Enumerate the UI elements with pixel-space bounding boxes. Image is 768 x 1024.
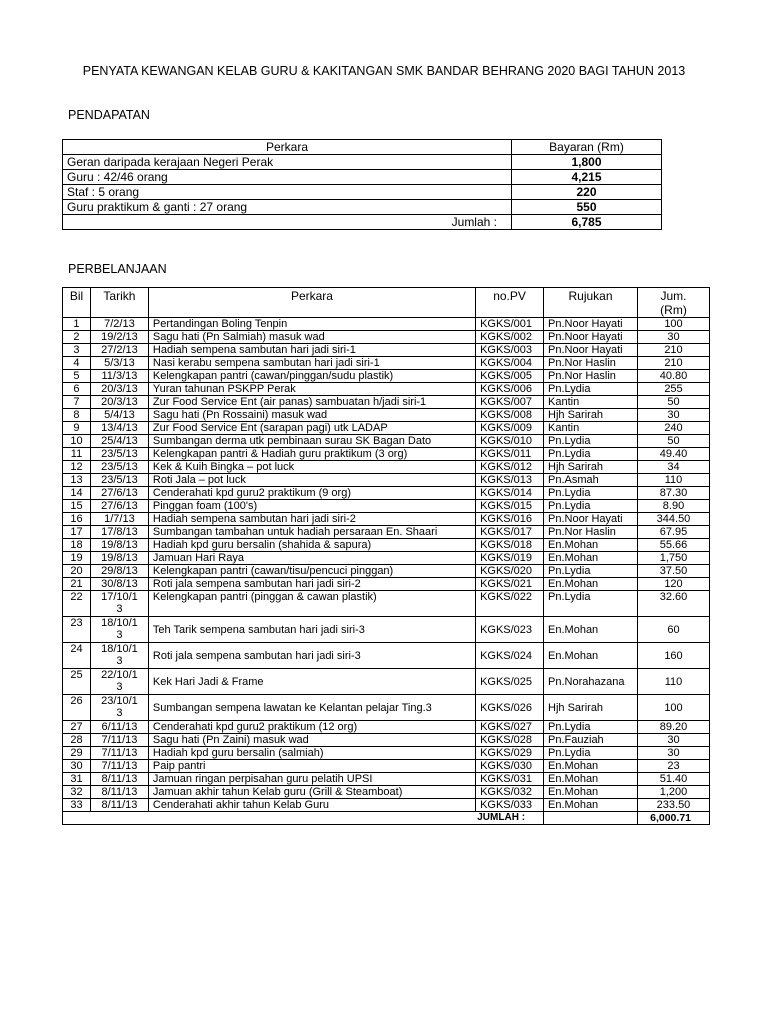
table-row [63, 721, 710, 734]
table-row [63, 474, 710, 487]
row-ref: Kantin [544, 422, 638, 435]
row-bil: 14 [63, 487, 91, 500]
row-ref: En.Mohan [544, 786, 638, 799]
row-amount: 110 [637, 669, 709, 695]
row-date: 7/11/13 [90, 734, 148, 747]
income-amount: 220 [512, 185, 662, 200]
row-date: 18/10/1 3 [90, 643, 148, 669]
row-amount: 67.95 [637, 526, 709, 539]
row-item: Sumbangan tambahan untuk hadiah persaraan En. Shaari [148, 526, 475, 539]
row-date: 30/8/13 [90, 578, 148, 591]
row-item: Nasi kerabu sempena sambutan hari jadi siri-1 [148, 357, 475, 370]
row-bil: 17 [63, 526, 91, 539]
row-bil: 6 [63, 383, 91, 396]
table-row [63, 487, 710, 500]
row-item: Sumbangan derma utk pembinaan surau SK Bagan Dato [148, 435, 475, 448]
row-bil: 32 [63, 786, 91, 799]
row-amount: 30 [637, 734, 709, 747]
table-row [63, 422, 710, 435]
row-date: 27/6/13 [90, 500, 148, 513]
income-amount: 1,800 [512, 155, 662, 170]
row-ref: Pn.Lydia [544, 591, 638, 617]
row-pv: KGKS/033 [476, 799, 544, 812]
row-date: 20/3/13 [90, 383, 148, 396]
row-date: 23/5/13 [90, 461, 148, 474]
row-item: Jamuan ringan perpisahan guru pelatih UPSI [148, 773, 475, 786]
row-pv: KGKS/017 [476, 526, 544, 539]
row-item: Hadiah sempena sambutan hari jadi siri-1 [148, 344, 475, 357]
row-ref: Hjh Sarirah [544, 409, 638, 422]
table-row [63, 617, 710, 643]
col-perkara: Perkara [148, 288, 475, 318]
row-amount: 233.50 [637, 799, 709, 812]
table-row [63, 396, 710, 409]
row-pv: KGKS/009 [476, 422, 544, 435]
row-amount: 240 [637, 422, 709, 435]
row-ref: Pn.Noor Hayati [544, 331, 638, 344]
row-bil: 27 [63, 721, 91, 734]
income-amount: 4,215 [512, 170, 662, 185]
row-bil: 28 [63, 734, 91, 747]
row-ref: En.Mohan [544, 773, 638, 786]
row-pv: KGKS/028 [476, 734, 544, 747]
table-row [63, 552, 710, 565]
row-ref: Pn.Noor Hayati [544, 513, 638, 526]
row-item: Paip pantri [148, 760, 475, 773]
row-bil: 3 [63, 344, 91, 357]
document-title: PENYATA KEWANGAN KELAB GURU & KAKITANGAN SMK BANDAR BEHRANG 2020 BAGI TAHUN 2013 [82, 64, 686, 78]
row-pv: KGKS/005 [476, 370, 544, 383]
row-bil: 21 [63, 578, 91, 591]
row-date: 13/4/13 [90, 422, 148, 435]
table-row [63, 643, 710, 669]
expenses-table [62, 287, 710, 825]
table-row [63, 773, 710, 786]
row-amount: 49.40 [637, 448, 709, 461]
row-date: 22/10/1 3 [90, 669, 148, 695]
row-amount: 210 [637, 344, 709, 357]
row-pv: KGKS/025 [476, 669, 544, 695]
row-ref: En.Mohan [544, 578, 638, 591]
table-row [63, 695, 710, 721]
row-pv: KGKS/027 [476, 721, 544, 734]
row-item: Yuran tahunan PSKPP Perak [148, 383, 475, 396]
row-amount: 100 [637, 318, 709, 331]
col-bil: Bil [63, 288, 91, 318]
table-row [63, 799, 710, 812]
table-row [63, 370, 710, 383]
row-bil: 1 [63, 318, 91, 331]
income-item: Guru : 42/46 orang [63, 170, 512, 185]
row-date: 1/7/13 [90, 513, 148, 526]
row-pv: KGKS/014 [476, 487, 544, 500]
income-heading: PENDAPATAN [68, 108, 150, 122]
row-amount: 120 [637, 578, 709, 591]
row-item: Hadiah kpd guru bersalin (salmiah) [148, 747, 475, 760]
row-ref: Pn.Lydia [544, 435, 638, 448]
col-rujukan: Rujukan [544, 288, 638, 318]
row-ref: Pn.Lydia [544, 721, 638, 734]
row-item: Cenderahati kpd guru2 praktikum (12 org) [148, 721, 475, 734]
row-item: Jamuan Hari Raya [148, 552, 475, 565]
income-total-value: 6,785 [512, 215, 662, 230]
row-amount: 30 [637, 331, 709, 344]
table-row [63, 734, 710, 747]
row-ref: Pn.Lydia [544, 500, 638, 513]
row-amount: 51.40 [637, 773, 709, 786]
row-item: Kelengkapan pantri (pinggan & cawan plastik) [148, 591, 475, 617]
row-pv: KGKS/018 [476, 539, 544, 552]
income-item: Geran daripada kerajaan Negeri Perak [63, 155, 512, 170]
row-amount: 32.60 [637, 591, 709, 617]
row-date: 5/3/13 [90, 357, 148, 370]
row-bil: 12 [63, 461, 91, 474]
row-bil: 11 [63, 448, 91, 461]
row-pv: KGKS/031 [476, 773, 544, 786]
row-amount: 1,200 [637, 786, 709, 799]
row-ref: Pn.Lydia [544, 565, 638, 578]
row-item: Roti jala sempena sambutan hari jadi siri-2 [148, 578, 475, 591]
income-table [62, 139, 662, 230]
col-jumlah-line1: Jum. [660, 289, 687, 303]
table-row [63, 500, 710, 513]
row-ref: Pn.Nor Haslin [544, 357, 638, 370]
row-ref: En.Mohan [544, 799, 638, 812]
row-amount: 34 [637, 461, 709, 474]
row-bil: 23 [63, 617, 91, 643]
row-amount: 255 [637, 383, 709, 396]
row-pv: KGKS/003 [476, 344, 544, 357]
table-row [63, 669, 710, 695]
table-row [63, 383, 710, 396]
income-item: Guru praktikum & ganti : 27 orang [63, 200, 512, 215]
row-pv: KGKS/021 [476, 578, 544, 591]
row-item: Hadiah kpd guru bersalin (shahida & sapura) [148, 539, 475, 552]
table-row [63, 786, 710, 799]
row-pv: KGKS/022 [476, 591, 544, 617]
row-pv: KGKS/010 [476, 435, 544, 448]
row-amount: 50 [637, 435, 709, 448]
col-tarikh: Tarikh [90, 288, 148, 318]
row-amount: 344.50 [637, 513, 709, 526]
row-item: Pertandingan Boling Tenpin [148, 318, 475, 331]
row-date: 17/8/13 [90, 526, 148, 539]
row-item: Sumbangan sempena lawatan ke Kelantan pelajar Ting.3 [148, 695, 475, 721]
row-date: 7/2/13 [90, 318, 148, 331]
row-bil: 7 [63, 396, 91, 409]
row-bil: 18 [63, 539, 91, 552]
row-item: Jamuan akhir tahun Kelab guru (Grill & Steamboat) [148, 786, 475, 799]
row-bil: 33 [63, 799, 91, 812]
row-pv: KGKS/024 [476, 643, 544, 669]
table-row [63, 331, 710, 344]
row-amount: 40.80 [637, 370, 709, 383]
table-row [63, 760, 710, 773]
row-bil: 29 [63, 747, 91, 760]
row-amount: 160 [637, 643, 709, 669]
row-amount: 1,750 [637, 552, 709, 565]
row-pv: KGKS/029 [476, 747, 544, 760]
row-pv: KGKS/008 [476, 409, 544, 422]
row-bil: 10 [63, 435, 91, 448]
row-bil: 5 [63, 370, 91, 383]
expenses-total-spacer [544, 812, 638, 825]
row-pv: KGKS/013 [476, 474, 544, 487]
row-ref: En.Mohan [544, 617, 638, 643]
row-amount: 8.90 [637, 500, 709, 513]
row-bil: 16 [63, 513, 91, 526]
row-amount: 55.66 [637, 539, 709, 552]
row-bil: 4 [63, 357, 91, 370]
row-bil: 30 [63, 760, 91, 773]
income-row [63, 185, 662, 200]
income-row [63, 155, 662, 170]
col-jumlah [637, 288, 709, 318]
row-date: 25/4/13 [90, 435, 148, 448]
row-pv: KGKS/032 [476, 786, 544, 799]
row-ref: En.Mohan [544, 539, 638, 552]
expenses-heading: PERBELANJAAN [68, 262, 167, 276]
row-ref: En.Mohan [544, 552, 638, 565]
row-pv: KGKS/002 [476, 331, 544, 344]
income-col-amount: Bayaran (Rm) [512, 140, 662, 155]
row-pv: KGKS/023 [476, 617, 544, 643]
row-bil: 13 [63, 474, 91, 487]
table-row [63, 747, 710, 760]
row-amount: 100 [637, 695, 709, 721]
row-amount: 50 [637, 396, 709, 409]
row-pv: KGKS/007 [476, 396, 544, 409]
row-pv: KGKS/006 [476, 383, 544, 396]
row-item: Sagu hati (Pn Zaini) masuk wad [148, 734, 475, 747]
row-ref: Pn.Noor Hayati [544, 318, 638, 331]
row-ref: Pn.Lydia [544, 383, 638, 396]
row-amount: 37.50 [637, 565, 709, 578]
col-pv: no.PV [476, 288, 544, 318]
row-date: 11/3/13 [90, 370, 148, 383]
row-amount: 87.30 [637, 487, 709, 500]
table-row [63, 565, 710, 578]
row-pv: KGKS/004 [476, 357, 544, 370]
table-row [63, 448, 710, 461]
row-item: Kek & Kuih Bingka – pot luck [148, 461, 475, 474]
row-date: 8/11/13 [90, 799, 148, 812]
row-date: 6/11/13 [90, 721, 148, 734]
row-pv: KGKS/012 [476, 461, 544, 474]
row-amount: 110 [637, 474, 709, 487]
row-date: 17/10/1 3 [90, 591, 148, 617]
row-bil: 25 [63, 669, 91, 695]
row-pv: KGKS/019 [476, 552, 544, 565]
row-date: 8/11/13 [90, 786, 148, 799]
row-pv: KGKS/001 [476, 318, 544, 331]
row-item: Cenderahati akhir tahun Kelab Guru [148, 799, 475, 812]
row-item: Zur Food Service Ent (air panas) sambuatan h/jadi siri-1 [148, 396, 475, 409]
row-bil: 8 [63, 409, 91, 422]
table-row [63, 578, 710, 591]
table-row [63, 435, 710, 448]
row-ref: Pn.Lydia [544, 448, 638, 461]
table-row [63, 409, 710, 422]
row-bil: 26 [63, 695, 91, 721]
row-item: Sagu hati (Pn Salmiah) masuk wad [148, 331, 475, 344]
row-ref: Pn.Lydia [544, 747, 638, 760]
expenses-total-value: 6,000.71 [637, 812, 709, 825]
row-item: Sagu hati (Pn Rossaini) masuk wad [148, 409, 475, 422]
row-ref: Pn.Asmah [544, 474, 638, 487]
row-date: 19/8/13 [90, 539, 148, 552]
row-date: 29/8/13 [90, 565, 148, 578]
row-ref: En.Mohan [544, 643, 638, 669]
row-ref: Pn.Noor Hayati [544, 344, 638, 357]
table-row [63, 318, 710, 331]
row-ref: Pn.Nor Haslin [544, 526, 638, 539]
row-amount: 210 [637, 357, 709, 370]
row-amount: 89.20 [637, 721, 709, 734]
row-item: Kelengkapan pantri (cawan/pinggan/sudu plastik) [148, 370, 475, 383]
row-amount: 23 [637, 760, 709, 773]
row-amount: 30 [637, 747, 709, 760]
row-date: 23/10/1 3 [90, 695, 148, 721]
row-pv: KGKS/011 [476, 448, 544, 461]
row-ref: Pn.Fauziah [544, 734, 638, 747]
row-ref: Pn.Lydia [544, 487, 638, 500]
row-pv: KGKS/030 [476, 760, 544, 773]
row-amount: 60 [637, 617, 709, 643]
row-date: 23/5/13 [90, 474, 148, 487]
row-ref: Kantin [544, 396, 638, 409]
row-item: Teh Tarik sempena sambutan hari jadi siri-3 [148, 617, 475, 643]
row-date: 20/3/13 [90, 396, 148, 409]
row-item: Pinggan foam (100's) [148, 500, 475, 513]
row-bil: 24 [63, 643, 91, 669]
income-amount: 550 [512, 200, 662, 215]
row-bil: 15 [63, 500, 91, 513]
row-pv: KGKS/015 [476, 500, 544, 513]
row-ref: Hjh Sarirah [544, 461, 638, 474]
row-pv: KGKS/026 [476, 695, 544, 721]
income-row [63, 170, 662, 185]
row-item: Cenderahati kpd guru2 praktikum (9 org) [148, 487, 475, 500]
row-item: Zur Food Service Ent (sarapan pagi) utk LADAP [148, 422, 475, 435]
row-bil: 22 [63, 591, 91, 617]
table-row [63, 526, 710, 539]
col-jumlah-line2: (Rm) [660, 303, 687, 317]
row-item: Kelengkapan pantri & Hadiah guru praktikum (3 org) [148, 448, 475, 461]
row-bil: 2 [63, 331, 91, 344]
row-date: 7/11/13 [90, 760, 148, 773]
table-row [63, 461, 710, 474]
row-bil: 31 [63, 773, 91, 786]
expenses-total-label: JUMLAH : [63, 812, 544, 825]
row-bil: 9 [63, 422, 91, 435]
row-ref: En.Mohan [544, 760, 638, 773]
row-date: 27/2/13 [90, 344, 148, 357]
row-ref: Pn.Nor Haslin [544, 370, 638, 383]
row-date: 23/5/13 [90, 448, 148, 461]
income-total-label: Jumlah : [63, 215, 512, 230]
row-pv: KGKS/020 [476, 565, 544, 578]
row-pv: KGKS/016 [476, 513, 544, 526]
row-ref: Hjh Sarirah [544, 695, 638, 721]
income-row [63, 200, 662, 215]
row-date: 27/6/13 [90, 487, 148, 500]
row-item: Kek Hari Jadi & Frame [148, 669, 475, 695]
income-col-item: Perkara [63, 140, 512, 155]
income-item: Staf : 5 orang [63, 185, 512, 200]
table-row [63, 513, 710, 526]
row-date: 19/2/13 [90, 331, 148, 344]
row-item: Hadiah sempena sambutan hari jadi siri-2 [148, 513, 475, 526]
row-date: 8/11/13 [90, 773, 148, 786]
row-date: 5/4/13 [90, 409, 148, 422]
row-bil: 20 [63, 565, 91, 578]
table-row [63, 591, 710, 617]
row-ref: Pn.Norahazana [544, 669, 638, 695]
row-date: 18/10/1 3 [90, 617, 148, 643]
row-date: 7/11/13 [90, 747, 148, 760]
table-row [63, 344, 710, 357]
table-row [63, 539, 710, 552]
row-date: 19/8/13 [90, 552, 148, 565]
row-amount: 30 [637, 409, 709, 422]
row-item: Roti jala sempena sambutan hari jadi siri-3 [148, 643, 475, 669]
table-row [63, 357, 710, 370]
row-item: Roti Jala – pot luck [148, 474, 475, 487]
row-bil: 19 [63, 552, 91, 565]
row-item: Kelengkapan pantri (cawan/tisu/pencuci pinggan) [148, 565, 475, 578]
